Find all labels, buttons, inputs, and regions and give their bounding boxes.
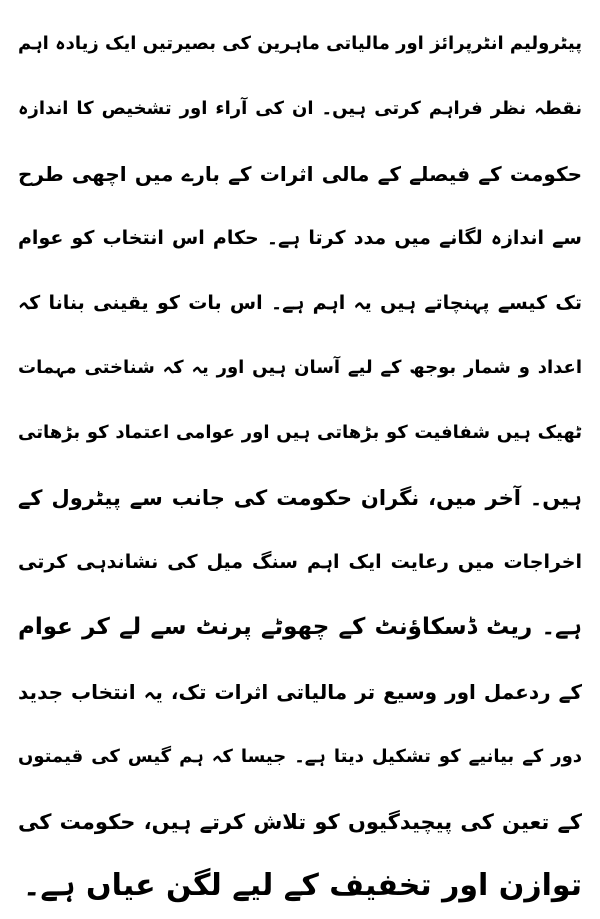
text-line-2: نقطہ نظر فراہم کرتی ہیں۔ ان کی آراء اور تشخیص کا اندازہ — [18, 97, 582, 119]
text-line-10: ہے۔ ریٹ ڈسکاؤنٹ کے چھوٹے پرنٹ سے لے کر عوام — [18, 614, 582, 641]
text-line-5: تک کیسے پہنچاتے ہیں یہ اہم ہے۔ اس بات کو یقینی بنانا کہ — [18, 292, 582, 315]
text-line-1: پیٹرولیم انٹرپرائز اور مالیاتی ماہرین کی بصیرتیں ایک زیادہ اہم — [18, 33, 582, 54]
text-line-13: کے تعین کی پیچیدگیوں کو تلاش کرتے ہیں، حکومت کی — [18, 809, 582, 834]
text-line-3: حکومت کے فیصلے کے مالی اثرات کے بارے میں اچھی طرح — [18, 161, 582, 186]
text-line-8: ہیں۔ آخر میں، نگران حکومت کی جانب سے پیٹرول کے — [18, 485, 582, 510]
text-line-7: ٹھیک ہیں شفافیت کو بڑھاتی ہیں اور عوامی اعتماد کو بڑھاتی — [18, 421, 582, 443]
urdu-paragraph — [18, 12, 582, 919]
text-line-14: توازن اور تخفیف کے لیے لگن عیاں ہے۔ — [22, 868, 582, 904]
text-line-9: اخراجات میں رعایت ایک اہم سنگ میل کی نشاندہی کرتی — [18, 551, 582, 574]
text-line-4: سے اندازہ لگانے میں مدد کرتا ہے۔ حکام اس انتخاب کو عوام — [18, 227, 582, 250]
text-line-11: کے ردعمل اور وسیع تر مالیاتی اثرات تک، یہ انتخاب جدید — [18, 679, 582, 704]
text-line-12: دور کے بیانیے کو تشکیل دیتا ہے۔ جیسا کہ ہم گیس کی قیمتوں — [18, 745, 582, 767]
text-line-6: اعداد و شمار بوجھ کے لیے آسان ہیں اور یہ کہ شناختی مہمات — [18, 356, 582, 378]
